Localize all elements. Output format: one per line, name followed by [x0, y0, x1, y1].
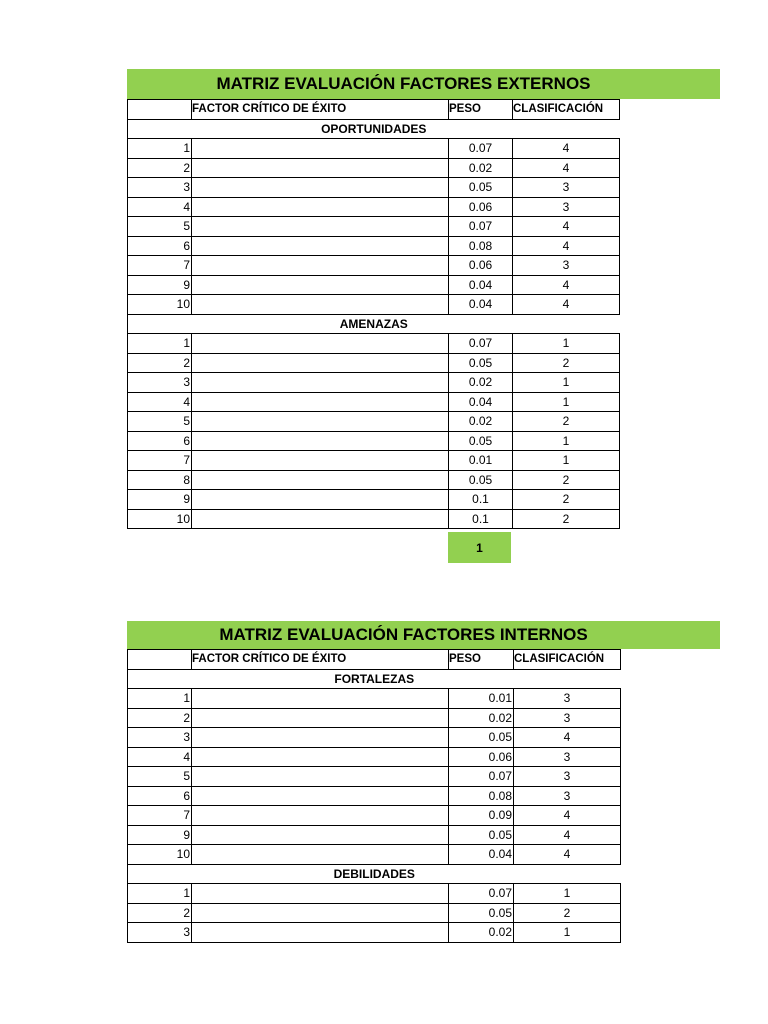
factor-cell[interactable] [192, 217, 449, 237]
clasificacion-cell[interactable]: 1 [514, 884, 621, 904]
external-total-peso[interactable]: 1 [448, 532, 511, 563]
section-title: DEBILIDADES [128, 864, 621, 884]
clasificacion-cell[interactable]: 4 [514, 825, 621, 845]
clasificacion-cell[interactable]: 3 [513, 178, 620, 198]
clasificacion-cell[interactable]: 2 [513, 412, 620, 432]
row-number[interactable]: 4 [128, 197, 192, 217]
clasificacion-cell[interactable]: 1 [513, 373, 620, 393]
factor-cell[interactable] [192, 353, 449, 373]
header-factor: FACTOR CRÍTICO DE ÉXITO [192, 100, 449, 120]
table-row [128, 158, 620, 178]
table-row [128, 747, 621, 767]
clasificacion-cell[interactable]: 4 [513, 236, 620, 256]
external-matrix-title [127, 69, 720, 99]
table-header-row [128, 100, 620, 120]
factor-cell[interactable] [192, 392, 449, 412]
factor-cell[interactable] [192, 275, 449, 295]
peso-cell[interactable]: 0.04 [449, 295, 513, 315]
peso-cell[interactable]: 0.08 [449, 786, 514, 806]
row-number[interactable]: 7 [128, 256, 192, 276]
table-row [128, 178, 620, 198]
peso-cell[interactable]: 0.02 [449, 923, 514, 943]
table-row [128, 470, 620, 490]
factor-cell[interactable] [192, 412, 449, 432]
section-title: OPORTUNIDADES [128, 119, 620, 139]
clasificacion-cell[interactable]: 4 [513, 158, 620, 178]
factor-cell[interactable] [192, 431, 449, 451]
table-row [128, 334, 620, 354]
row-number[interactable]: 6 [128, 236, 192, 256]
header-peso: PESO [449, 100, 513, 120]
row-number[interactable]: 10 [128, 845, 192, 865]
row-number[interactable]: 1 [128, 689, 192, 709]
factor-cell[interactable] [192, 373, 449, 393]
clasificacion-cell[interactable]: 2 [514, 903, 621, 923]
peso-cell[interactable]: 0.05 [449, 728, 514, 748]
clasificacion-cell[interactable]: 2 [513, 353, 620, 373]
internal-title-text: MATRIZ EVALUACIÓN FACTORES INTERNOS [219, 625, 588, 644]
factor-cell[interactable] [192, 884, 449, 904]
peso-cell[interactable]: 0.05 [449, 903, 514, 923]
clasificacion-cell[interactable]: 1 [513, 451, 620, 471]
row-number[interactable]: 9 [128, 275, 192, 295]
row-number[interactable]: 1 [128, 884, 192, 904]
table-header-row [128, 650, 621, 670]
peso-cell[interactable]: 0.05 [449, 431, 513, 451]
table-row [128, 373, 620, 393]
clasificacion-cell[interactable]: 1 [513, 392, 620, 412]
row-number[interactable]: 5 [128, 412, 192, 432]
row-number[interactable]: 2 [128, 353, 192, 373]
row-number[interactable]: 6 [128, 786, 192, 806]
row-number[interactable]: 2 [128, 708, 192, 728]
clasificacion-cell[interactable]: 3 [514, 786, 621, 806]
header-num-cell [128, 100, 192, 120]
factor-cell[interactable] [192, 158, 449, 178]
section-row [128, 669, 621, 689]
table-row [128, 256, 620, 276]
peso-cell[interactable]: 0.07 [449, 334, 513, 354]
table-row [128, 806, 621, 826]
table-row [128, 923, 621, 943]
clasificacion-cell[interactable]: 4 [513, 295, 620, 315]
table-row [128, 353, 620, 373]
clasificacion-cell[interactable]: 3 [514, 689, 621, 709]
peso-cell[interactable]: 0.02 [449, 158, 513, 178]
row-number[interactable]: 3 [128, 728, 192, 748]
peso-cell[interactable]: 0.04 [449, 392, 513, 412]
factor-cell[interactable] [192, 903, 449, 923]
clasificacion-cell[interactable]: 3 [514, 747, 621, 767]
factor-cell[interactable] [192, 490, 449, 510]
factor-cell[interactable] [192, 747, 449, 767]
peso-cell[interactable]: 0.05 [449, 353, 513, 373]
table-row [128, 884, 621, 904]
clasificacion-cell[interactable]: 3 [514, 708, 621, 728]
row-number[interactable]: 5 [128, 767, 192, 787]
factor-cell[interactable] [192, 845, 449, 865]
table-row [128, 139, 620, 159]
clasificacion-cell[interactable]: 3 [514, 767, 621, 787]
factor-cell[interactable] [192, 197, 449, 217]
section-row [128, 119, 620, 139]
row-number[interactable]: 1 [128, 139, 192, 159]
clasificacion-cell[interactable]: 4 [514, 728, 621, 748]
row-number[interactable]: 7 [128, 806, 192, 826]
factor-cell[interactable] [192, 708, 449, 728]
peso-cell[interactable]: 0.06 [449, 747, 514, 767]
peso-cell[interactable]: 0.06 [449, 197, 513, 217]
factor-cell[interactable] [192, 825, 449, 845]
factor-cell[interactable] [192, 767, 449, 787]
row-number[interactable]: 7 [128, 451, 192, 471]
clasificacion-cell[interactable]: 2 [513, 470, 620, 490]
table-row [128, 728, 621, 748]
peso-cell[interactable]: 0.07 [449, 139, 513, 159]
row-number[interactable]: 4 [128, 392, 192, 412]
clasificacion-cell[interactable]: 4 [513, 275, 620, 295]
peso-cell[interactable]: 0.01 [449, 451, 513, 471]
factor-cell[interactable] [192, 334, 449, 354]
peso-cell[interactable]: 0.02 [449, 708, 514, 728]
clasificacion-cell[interactable]: 2 [513, 490, 620, 510]
factor-cell[interactable] [192, 295, 449, 315]
internal-matrix-title [127, 621, 720, 649]
row-number[interactable]: 6 [128, 431, 192, 451]
factor-cell[interactable] [192, 786, 449, 806]
table-row [128, 431, 620, 451]
row-number[interactable]: 8 [128, 470, 192, 490]
section-title: AMENAZAS [128, 314, 620, 334]
row-number[interactable]: 2 [128, 158, 192, 178]
factor-cell[interactable] [192, 470, 449, 490]
peso-cell[interactable]: 0.1 [449, 509, 513, 529]
row-number[interactable]: 10 [128, 509, 192, 529]
peso-cell[interactable]: 0.05 [449, 825, 514, 845]
factor-cell[interactable] [192, 178, 449, 198]
row-number[interactable]: 9 [128, 490, 192, 510]
factor-cell[interactable] [192, 451, 449, 471]
table-row [128, 451, 620, 471]
clasificacion-cell[interactable]: 3 [513, 197, 620, 217]
header-num-cell [128, 650, 192, 670]
table-row [128, 412, 620, 432]
row-number[interactable]: 3 [128, 373, 192, 393]
row-number[interactable]: 1 [128, 334, 192, 354]
factor-cell[interactable] [192, 689, 449, 709]
peso-cell[interactable]: 0.02 [449, 412, 513, 432]
peso-cell[interactable]: 0.01 [449, 689, 514, 709]
peso-cell[interactable]: 0.02 [449, 373, 513, 393]
peso-cell[interactable]: 0.06 [449, 256, 513, 276]
row-number[interactable]: 3 [128, 178, 192, 198]
clasificacion-cell[interactable]: 1 [514, 923, 621, 943]
row-number[interactable]: 10 [128, 295, 192, 315]
external-matrix-table [127, 99, 620, 529]
row-number[interactable]: 9 [128, 825, 192, 845]
clasificacion-cell[interactable]: 4 [513, 217, 620, 237]
table-row [128, 217, 620, 237]
peso-cell[interactable]: 0.04 [449, 275, 513, 295]
section-row [128, 314, 620, 334]
table-row [128, 825, 621, 845]
peso-cell[interactable]: 0.07 [449, 884, 514, 904]
table-row [128, 786, 621, 806]
table-row [128, 708, 621, 728]
clasificacion-cell[interactable]: 4 [514, 845, 621, 865]
peso-cell[interactable]: 0.07 [449, 217, 513, 237]
factor-cell[interactable] [192, 728, 449, 748]
section-title: FORTALEZAS [128, 669, 621, 689]
factor-cell[interactable] [192, 236, 449, 256]
factor-cell[interactable] [192, 509, 449, 529]
peso-cell[interactable]: 0.05 [449, 470, 513, 490]
peso-cell[interactable]: 0.04 [449, 845, 514, 865]
table-row [128, 275, 620, 295]
section-row [128, 864, 621, 884]
header-factor: FACTOR CRÍTICO DE ÉXITO [192, 650, 449, 670]
clasificacion-cell[interactable]: 1 [513, 431, 620, 451]
table-row [128, 767, 621, 787]
table-row [128, 197, 620, 217]
header-clasificacion: CLASIFICACIÓN [513, 100, 620, 120]
clasificacion-cell[interactable]: 3 [513, 256, 620, 276]
internal-matrix-table [127, 649, 621, 943]
row-number[interactable]: 4 [128, 747, 192, 767]
peso-cell[interactable]: 0.1 [449, 490, 513, 510]
row-number[interactable]: 3 [128, 923, 192, 943]
peso-cell[interactable]: 0.09 [449, 806, 514, 826]
clasificacion-cell[interactable]: 4 [513, 139, 620, 159]
clasificacion-cell[interactable]: 1 [513, 334, 620, 354]
table-row [128, 689, 621, 709]
peso-cell[interactable]: 0.05 [449, 178, 513, 198]
peso-cell[interactable]: 0.08 [449, 236, 513, 256]
external-title-text: MATRIZ EVALUACIÓN FACTORES EXTERNOS [216, 74, 591, 93]
table-row [128, 509, 620, 529]
factor-cell[interactable] [192, 139, 449, 159]
clasificacion-cell[interactable]: 2 [513, 509, 620, 529]
header-peso: PESO [449, 650, 514, 670]
table-row [128, 392, 620, 412]
clasificacion-cell[interactable]: 4 [514, 806, 621, 826]
table-row [128, 490, 620, 510]
factor-cell[interactable] [192, 806, 449, 826]
peso-cell[interactable]: 0.07 [449, 767, 514, 787]
table-row [128, 295, 620, 315]
header-clasificacion: CLASIFICACIÓN [514, 650, 621, 670]
table-row [128, 903, 621, 923]
factor-cell[interactable] [192, 256, 449, 276]
factor-cell[interactable] [192, 923, 449, 943]
row-number[interactable]: 5 [128, 217, 192, 237]
table-row [128, 236, 620, 256]
row-number[interactable]: 2 [128, 903, 192, 923]
table-row [128, 845, 621, 865]
